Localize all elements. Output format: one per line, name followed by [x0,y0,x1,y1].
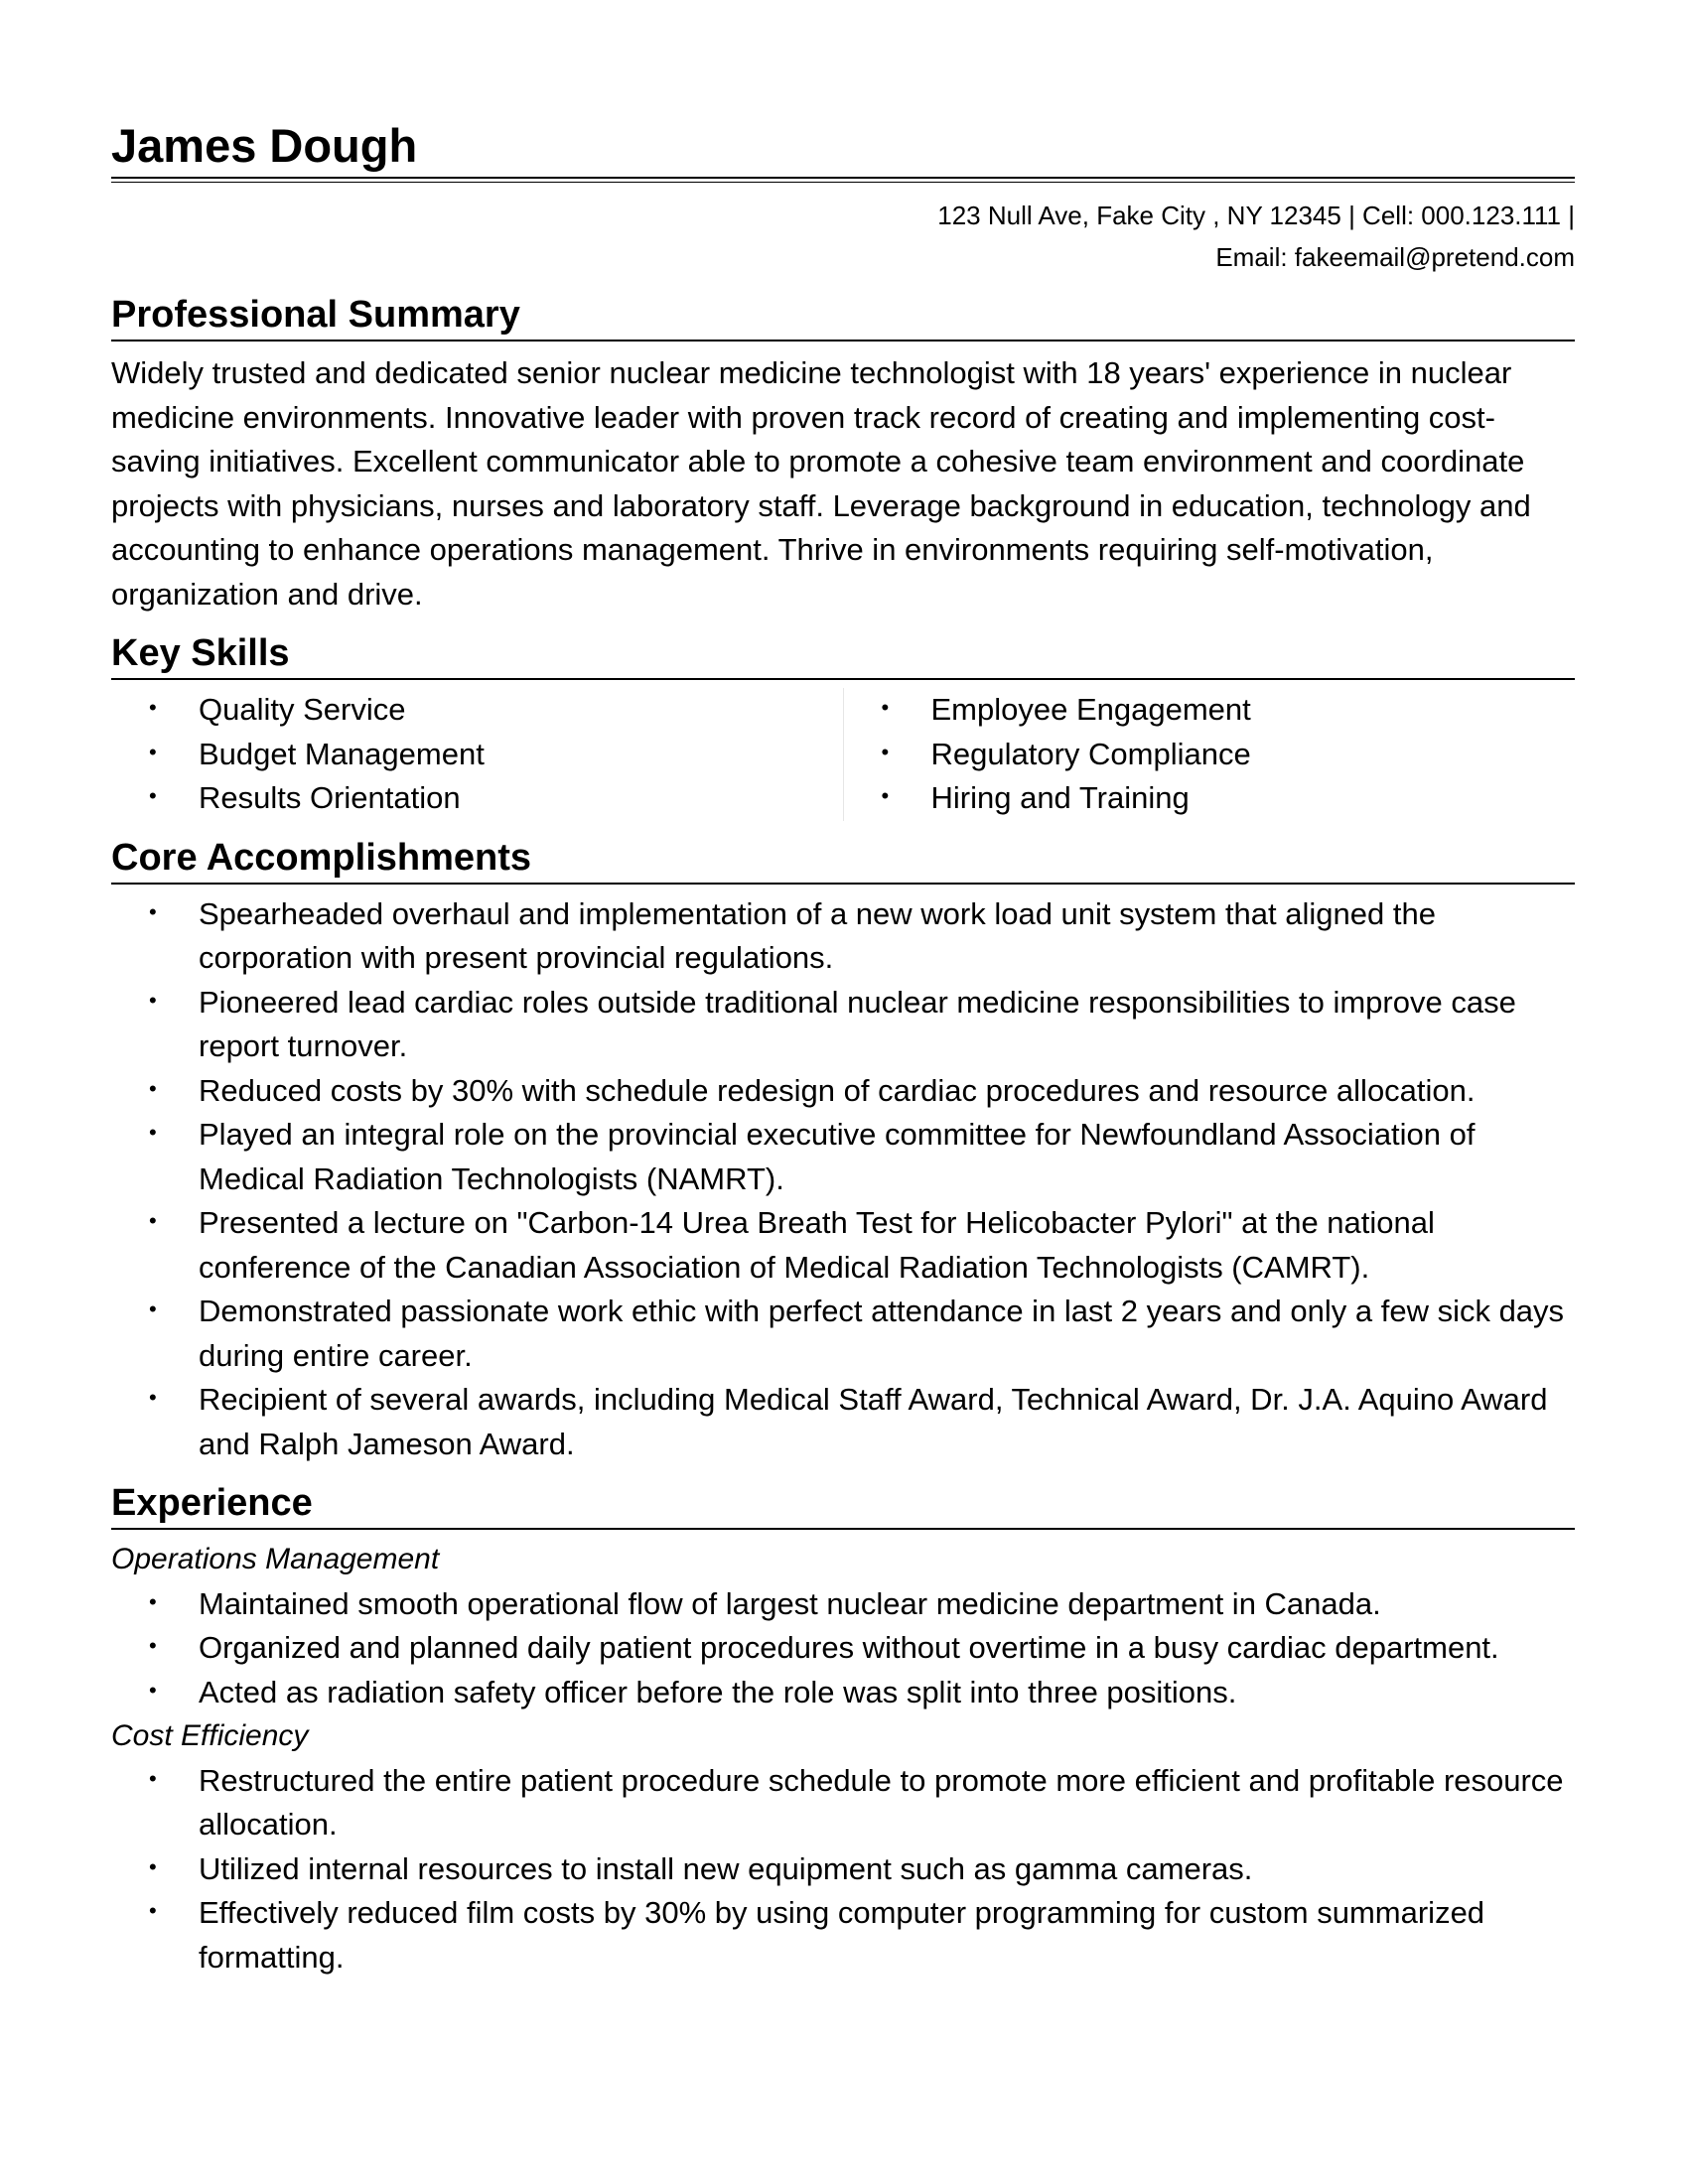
list-item: • Recipient of several awards, including Medical Staff Award, Technical Award, Dr. J.A. Aquino Award and Ralph Jameson Award. [149,1382,1548,1461]
bullet-icon: • [149,1633,157,1658]
list-item: • Presented a lecture on "Carbon-14 Urea Breath Test for Helicobacter Pylori" at the national conference of the Canadian Association of Medical Radiation Technologists (CAMRT). [149,1205,1435,1285]
candidate-name: James Dough [111,119,418,172]
skills-column-right [843,688,1576,821]
summary-text: Widely trusted and dedicated senior nuclear medicine technologist with 18 years' experience in nuclear medicine environments. Innovative leader with proven track record of creating and implementing cost-saving initiatives. Excellent communicator able to promote a cohesive team environment and coordinate projects with physicians, nurses and laboratory staff. Leverage background in education, technology and accounting to enhance operations management. Thrive in environments requiring self-motivation, organization and drive. [111,355,1531,612]
skill-item: • Hiring and Training [881,780,1190,815]
bullet-icon: • [149,1385,157,1410]
list-item: • Reduced costs by 30% with schedule redesign of cardiac procedures and resource allocation. [149,1072,1476,1108]
list-item: • Played an integral role on the provincial executive committee for Newfoundland Association of Medical Radiation Technologists (NAMRT). [149,1117,1476,1196]
list-item: • Utilized internal resources to install new equipment such as gamma cameras. [149,1850,1253,1886]
experience-list-operations [111,1582,1575,1715]
section-title-skills: Key Skills [111,630,1575,680]
list-item: • Acted as radiation safety officer before the role was split into three positions. [149,1674,1237,1709]
bullet-icon: • [149,1853,157,1879]
bullet-icon: • [149,1120,157,1145]
experience-list-cost [111,1759,1575,1980]
name-divider [111,177,1575,183]
bullet-icon: • [149,1297,157,1321]
bullet-icon: • [149,1588,157,1614]
list-item: • Pioneered lead cardiac roles outside traditional nuclear medicine responsibilities to improve case report turnover. [149,984,1516,1063]
section-title-accomplishments: Core Accomplishments [111,835,1575,885]
contact-address-phone: 123 Null Ave, Fake City , NY 12345 | Cell: 000.123.111 | [937,201,1575,230]
contact-info [111,195,1575,278]
list-item: • Demonstrated passionate work ethic with perfect attendance in last 2 years and only a few sick days during entire career. [149,1294,1565,1373]
bullet-icon: • [149,898,157,924]
bullet-icon: • [881,695,890,720]
list-item: • Maintained smooth operational flow of largest nuclear medicine department in Canada. [149,1585,1381,1621]
bullet-icon: • [149,987,157,1013]
skills-column-left [111,688,843,821]
skill-item: • Quality Service [149,692,406,727]
skills-grid [111,688,1575,821]
skill-item: • Employee Engagement [881,692,1251,727]
skill-item: • Regulatory Compliance [881,736,1251,771]
list-item: • Restructured the entire patient procedure schedule to promote more efficient and profitable resource allocation. [149,1762,1564,1842]
bullet-icon: • [149,695,157,720]
bullet-icon: • [149,1898,157,1923]
bullet-icon: • [149,739,157,764]
list-item: • Organized and planned daily patient procedures without overtime in a busy cardiac department. [149,1630,1499,1665]
list-item: • Spearheaded overhaul and implementation of a new work load unit system that aligned the corporation with present provincial regulations. [149,895,1436,975]
bullet-icon: • [149,1765,157,1791]
experience-subheading-operations: Operations Management [111,1543,440,1575]
bullet-icon: • [149,1208,157,1233]
accomplishments-list [111,892,1575,1467]
skill-item: • Results Orientation [149,780,461,815]
bullet-icon: • [881,739,890,764]
contact-email: Email: fakeemail@pretend.com [1215,242,1575,272]
list-item: • Effectively reduced film costs by 30% by using computer programming for custom summarized formatting. [149,1895,1485,1975]
bullet-icon: • [881,783,890,808]
bullet-icon: • [149,1677,157,1703]
experience-subheading-cost: Cost Efficiency [111,1719,309,1752]
bullet-icon: • [149,1075,157,1101]
section-title-summary: Professional Summary [111,292,1575,341]
section-title-experience: Experience [111,1480,1575,1530]
skill-item: • Budget Management [149,736,485,771]
resume-page [111,117,1575,1979]
bullet-icon: • [149,783,157,808]
